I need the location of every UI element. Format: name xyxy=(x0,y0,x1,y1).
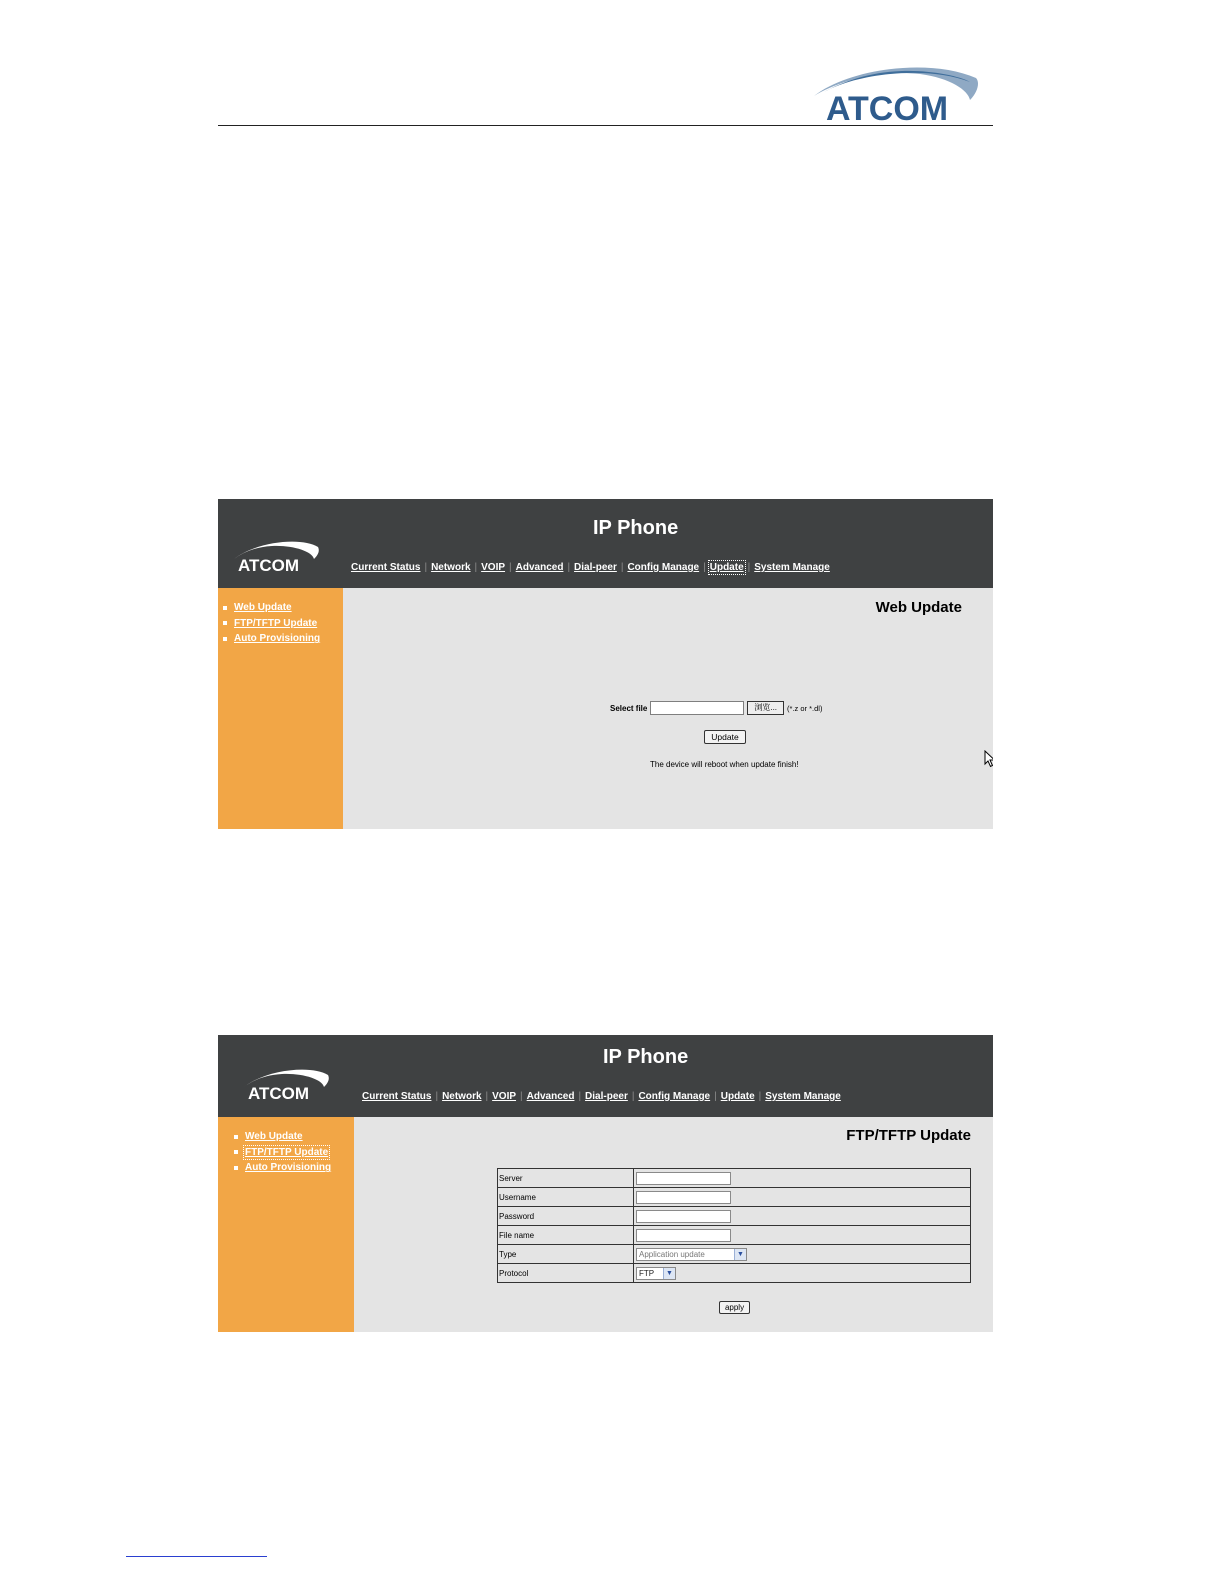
nav-separator: | xyxy=(509,562,512,573)
username-cell xyxy=(634,1188,971,1207)
app-title: IP Phone xyxy=(593,517,679,539)
table-row xyxy=(498,1226,971,1245)
nav-separator: | xyxy=(424,562,428,573)
nav-update[interactable]: Update xyxy=(720,1091,755,1102)
sidebar-link-ftp-tftp-update[interactable]: FTP/TFTP Update xyxy=(234,617,318,629)
type-cell xyxy=(634,1245,971,1264)
server-cell xyxy=(634,1169,971,1188)
bullet-icon xyxy=(234,1166,238,1170)
table-row xyxy=(498,1264,971,1283)
protocol-select[interactable] xyxy=(636,1267,676,1280)
filename-label: File name xyxy=(498,1226,634,1245)
nav-separator: | xyxy=(485,1091,489,1102)
nav-current-status[interactable]: Current Status xyxy=(362,1091,432,1102)
nav-network[interactable]: Network xyxy=(442,1091,482,1102)
top-bar xyxy=(218,499,993,588)
nav-dial-peer[interactable]: Dial-peer xyxy=(574,562,617,573)
filename-cell xyxy=(634,1226,971,1245)
mouse-cursor-icon xyxy=(984,750,993,773)
bullet-icon xyxy=(223,621,227,625)
app-title: IP Phone xyxy=(603,1046,689,1068)
nav-update[interactable]: Update xyxy=(709,562,744,573)
footer-link-underline[interactable] xyxy=(126,1556,267,1557)
sidebar-menu xyxy=(234,1129,331,1176)
nav-separator: | xyxy=(474,562,478,573)
web-update-screenshot xyxy=(218,499,993,829)
table-row xyxy=(498,1169,971,1188)
username-input[interactable] xyxy=(636,1191,731,1204)
bullet-icon xyxy=(223,606,227,610)
top-bar xyxy=(218,1035,993,1117)
file-type-hint: (*.z or *.dl) xyxy=(787,703,823,713)
nav-current-status[interactable]: Current Status xyxy=(351,562,421,573)
select-file-label: Select file xyxy=(610,703,648,713)
main-nav xyxy=(362,1091,841,1102)
apply-button[interactable]: apply xyxy=(719,1301,750,1314)
protocol-select-value: FTP xyxy=(639,1268,655,1278)
nav-config-manage[interactable]: Config Manage xyxy=(627,562,700,573)
nav-separator: | xyxy=(631,1091,635,1102)
sidebar-item-ftp-tftp-update xyxy=(223,616,320,632)
filename-input[interactable] xyxy=(636,1229,731,1242)
sidebar xyxy=(218,1117,354,1332)
table-row xyxy=(498,1188,971,1207)
protocol-cell xyxy=(634,1264,971,1283)
browse-button[interactable]: 浏览... xyxy=(747,701,784,715)
update-button[interactable]: Update xyxy=(704,730,746,744)
reboot-note: The device will reboot when update finish! xyxy=(650,760,799,769)
page-heading: FTP/TFTP Update xyxy=(846,1127,971,1144)
nav-voip[interactable]: VOIP xyxy=(492,1091,517,1102)
page-heading: Web Update xyxy=(875,599,962,616)
sidebar-link-ftp-tftp-update[interactable]: FTP/TFTP Update xyxy=(245,1146,329,1158)
atcom-small-logo xyxy=(232,539,322,575)
nav-separator: | xyxy=(758,1091,762,1102)
nav-advanced[interactable]: Advanced xyxy=(526,1091,575,1102)
nav-separator: | xyxy=(567,562,571,573)
protocol-label: Protocol xyxy=(498,1264,634,1283)
nav-separator: | xyxy=(578,1091,582,1102)
table-row xyxy=(498,1207,971,1226)
sidebar-menu xyxy=(223,600,320,647)
username-label: Username xyxy=(498,1188,634,1207)
nav-network[interactable]: Network xyxy=(431,562,471,573)
password-input[interactable] xyxy=(636,1210,731,1223)
sidebar xyxy=(218,588,343,829)
chevron-down-icon[interactable]: ▼ xyxy=(663,1268,675,1279)
password-label: Password xyxy=(498,1207,634,1226)
nav-dial-peer[interactable]: Dial-peer xyxy=(585,1091,628,1102)
header-rule xyxy=(218,125,993,126)
nav-separator: | xyxy=(520,1091,523,1102)
atcom-logo xyxy=(810,62,982,126)
atcom-logo-text: ATCOM xyxy=(826,90,949,126)
sidebar-item-auto-provisioning xyxy=(234,1160,331,1176)
bullet-icon xyxy=(223,637,227,641)
nav-voip[interactable]: VOIP xyxy=(481,562,506,573)
small-logo-text: ATCOM xyxy=(238,556,300,575)
nav-separator: | xyxy=(714,1091,717,1102)
password-cell xyxy=(634,1207,971,1226)
select-file-row xyxy=(610,701,822,715)
atcom-small-logo xyxy=(242,1067,332,1103)
sidebar-item-web-update xyxy=(223,600,320,616)
sidebar-item-web-update xyxy=(234,1129,331,1145)
sidebar-link-web-update[interactable]: Web Update xyxy=(234,602,292,614)
nav-separator: | xyxy=(747,562,751,573)
server-label: Server xyxy=(498,1169,634,1188)
bullet-icon xyxy=(234,1135,238,1139)
file-path-input[interactable] xyxy=(650,701,744,715)
nav-system-manage[interactable]: System Manage xyxy=(754,562,830,573)
chevron-down-icon[interactable]: ▼ xyxy=(734,1249,746,1260)
server-input[interactable] xyxy=(636,1172,731,1185)
nav-advanced[interactable]: Advanced xyxy=(515,562,564,573)
ftp-tftp-update-screenshot xyxy=(218,1035,993,1332)
ftp-settings-table xyxy=(497,1168,971,1283)
nav-config-manage[interactable]: Config Manage xyxy=(638,1091,711,1102)
nav-system-manage[interactable]: System Manage xyxy=(765,1091,841,1102)
main-nav xyxy=(351,562,830,573)
type-select-value: Application update xyxy=(639,1249,705,1259)
nav-separator: | xyxy=(620,562,624,573)
small-logo-text: ATCOM xyxy=(248,1084,310,1103)
sidebar-link-web-update[interactable]: Web Update xyxy=(245,1131,303,1143)
type-select[interactable] xyxy=(636,1248,747,1261)
sidebar-link-auto-provisioning[interactable]: Auto Provisioning xyxy=(245,1162,332,1174)
table-row xyxy=(498,1245,971,1264)
type-label: Type xyxy=(498,1245,634,1264)
bullet-icon xyxy=(234,1150,238,1154)
sidebar-item-ftp-tftp-update xyxy=(234,1145,331,1161)
sidebar-item-auto-provisioning xyxy=(223,631,320,647)
nav-separator: | xyxy=(703,562,706,573)
nav-separator: | xyxy=(435,1091,439,1102)
sidebar-link-auto-provisioning[interactable]: Auto Provisioning xyxy=(234,633,321,645)
